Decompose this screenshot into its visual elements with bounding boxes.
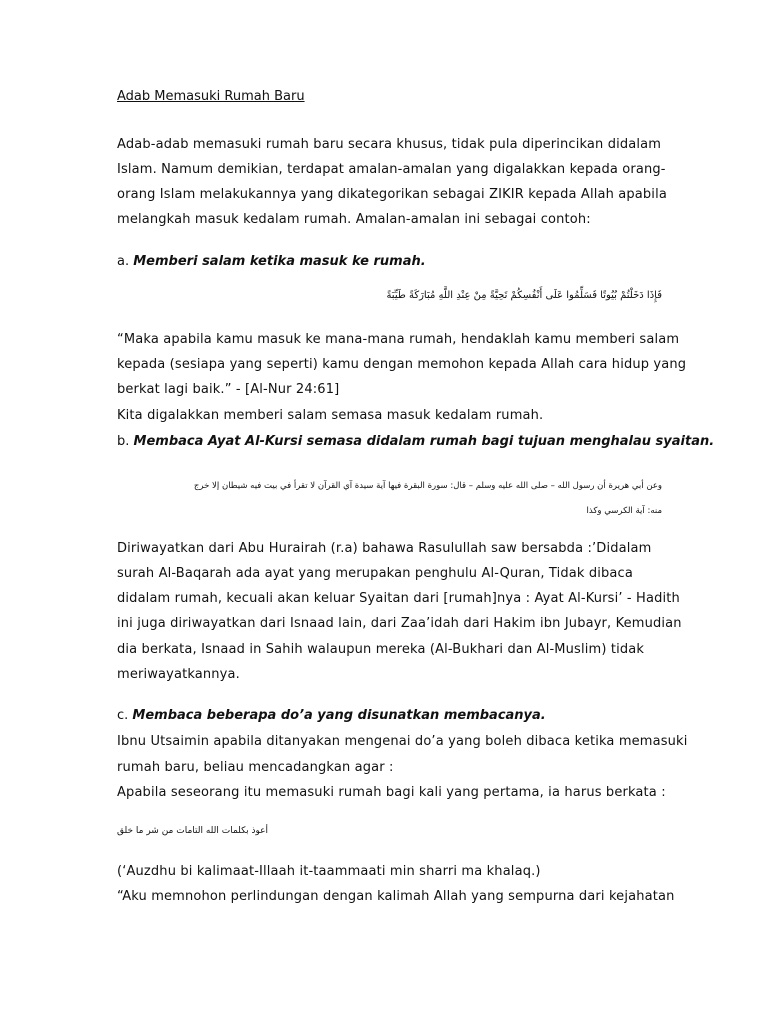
section-b-heading xyxy=(117,434,714,449)
section-b-body-line: ini juga diriwayatkan dari Isnaad lain, dari Zaa’idah dari Hakim ibn Jubayr, Kemudian xyxy=(117,616,682,631)
section-b-arabic-hadith-line: وعن أبي هريرة أن رسول الله – صلى الله عليه وسلم – قال: سورة البقرة فيها آية سيدة آي القرآن لا تقرأ في بيت فيه شيطان إلا خرج xyxy=(193,481,662,491)
section-b-body-line: meriwayatkannya. xyxy=(117,667,240,682)
section-c-arabic-dua: أعوذ بكلمات الله التامات من شر ما خلق xyxy=(117,826,269,836)
section-c-letter: c. xyxy=(117,708,129,723)
section-b-arabic-hadith-line: منه: آية الكرسي وكذا xyxy=(586,506,662,516)
section-c-body-line: Ibnu Utsaimin apabila ditanyakan mengenai do’a yang boleh dibaca ketika memasuki xyxy=(117,734,688,749)
section-c-heading-text: Membaca beberapa do’a yang disunatkan membacanya. xyxy=(132,708,546,723)
section-b-heading-text: Membaca Ayat Al-Kursi semasa didalam rumah bagi tujuan menghalau syaitan. xyxy=(133,434,715,449)
section-b-letter: b. xyxy=(117,434,130,449)
section-a-heading-text: Memberi salam ketika masuk ke rumah. xyxy=(133,254,426,269)
section-c-heading xyxy=(117,708,546,723)
intro-line: orang Islam melakukannya yang dikategorikan sebagai ZIKIR kepada Allah apabila xyxy=(117,187,667,202)
section-a-heading xyxy=(117,254,426,269)
section-a-quote-line: Kita digalakkan memberi salam semasa masuk kedalam rumah. xyxy=(117,408,544,423)
section-b-body-line: didalam rumah, kecuali akan keluar Syaitan dari [rumah]nya : Ayat Al-Kursi’ - Hadith xyxy=(117,591,680,606)
section-a-quote-line: berkat lagi baik.” - [Al-Nur 24:61] xyxy=(117,382,340,397)
section-a-quote-line: “Maka apabila kamu masuk ke mana-mana rumah, hendaklah kamu memberi salam xyxy=(117,332,680,347)
section-c-body-line: rumah baru, beliau mencadangkan agar : xyxy=(117,760,394,775)
section-a-letter: a. xyxy=(117,254,130,269)
section-c-transliteration: (‘Auzdhu bi kalimaat-Illaah it-taammaati min sharri ma khalaq.) xyxy=(117,864,541,879)
section-a-arabic-verse: فَإِذَا دَخَلْتُمْ بُيُوتًا فَسَلِّمُوا عَلَى أَنْفُسِكُمْ تَحِيَّةً مِنْ عِنْدِ اللَّهِ مُبَارَكَةً طَيِّبَةً xyxy=(386,290,662,301)
section-b-body-line: dia berkata, Isnaad in Sahih walaupun mereka (Al-Bukhari dan Al-Muslim) tidak xyxy=(117,642,645,657)
section-b-body-line: surah Al-Baqarah ada ayat yang merupakan penghulu Al-Quran, Tidak dibaca xyxy=(117,566,633,581)
intro-line: Adab-adab memasuki rumah baru secara khusus, tidak pula diperincikan didalam xyxy=(117,137,662,152)
intro-line: melangkah masuk kedalam rumah. Amalan-amalan ini sebagai contoh: xyxy=(117,212,591,227)
document-title: Adab Memasuki Rumah Baru xyxy=(117,89,305,104)
intro-line: Islam. Namum demikian, terdapat amalan-amalan yang digalakkan kepada orang- xyxy=(117,162,666,177)
section-c-body-line: Apabila seseorang itu memasuki rumah bagi kali yang pertama, ia harus berkata : xyxy=(117,785,666,800)
section-b-body-line: Diriwayatkan dari Abu Hurairah (r.a) bahawa Rasulullah saw bersabda :’Didalam xyxy=(117,541,652,556)
section-a-quote-line: kepada (sesiapa yang seperti) kamu dengan memohon kepada Allah cara hidup yang xyxy=(117,357,687,372)
section-c-translation: “Aku memnohon perlindungan dengan kalimah Allah yang sempurna dari kejahatan xyxy=(117,889,675,904)
